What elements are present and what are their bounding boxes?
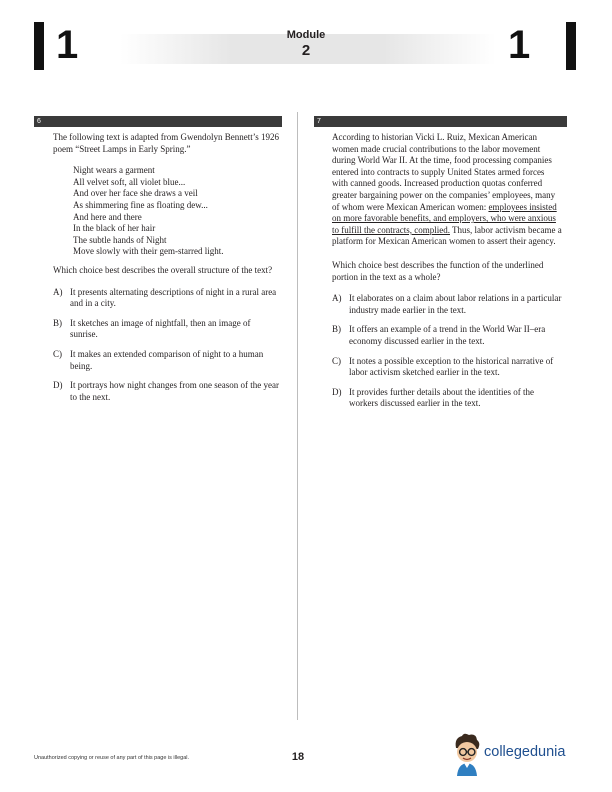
page-number: 18 [291, 751, 305, 763]
passage-underlined-text: employees insisted on more favorable benefits, and employers, who were anxious to fulfill the contracts, complied. [332, 201, 557, 235]
copyright-notice: Unauthorized copying or reuse of any part of this page is illegal. [34, 755, 190, 761]
option-text: It elaborates on a claim about labor relations in a particular industry made earlier in the text. [349, 293, 562, 315]
passage-text: Thus, labor activism became a platform for Mexican American women to assert their agency. [332, 224, 562, 247]
question-7-stem: Which choice best describes the function of the underlined portion in the text as a whole? [332, 259, 544, 282]
question-6-options [53, 287, 279, 404]
option-letter: C) [332, 355, 341, 366]
question-6-number-bar [34, 116, 282, 127]
question-7-passage [332, 132, 562, 248]
option-letter: D) [53, 380, 63, 391]
student-mascot-icon [450, 732, 484, 776]
option-letter: A) [332, 293, 342, 304]
module-label: Module [286, 29, 326, 41]
section-marker-bar-left [34, 22, 44, 70]
module-number: 2 [301, 42, 311, 59]
option-d[interactable] [332, 387, 562, 410]
section-marker-bar-right [566, 22, 576, 70]
collegedunia-logo[interactable] [450, 732, 590, 778]
option-c[interactable] [332, 356, 562, 379]
option-text: It offers an example of a trend in the World War II–era economy discussed earlier in the text. [349, 324, 546, 346]
option-a[interactable] [332, 293, 562, 316]
option-text: It portrays how night changes from one season of the year to the next. [70, 380, 279, 402]
option-text: It provides further details about the identities of the workers discussed earlier in the text. [349, 386, 534, 409]
option-text: It notes a possible exception to the historical narrative of labor activism sketched earlier in the text. [349, 355, 554, 378]
question-6 [53, 132, 279, 411]
option-text: It presents alternating descriptions of night in a rural area and in a city. [70, 286, 277, 309]
poem-line: And here and there [73, 211, 142, 222]
question-7-number: 7 [317, 118, 321, 125]
option-b[interactable] [53, 318, 279, 341]
question-7-number-bar [314, 116, 567, 127]
passage-text: According to historian Vicki L. Ruiz, Mexican American women made crucial contributions to the labor movement during World War II. At the time, food processing companies entered into contracts to supply United States armed forces with canned goods. Increased production quotas conferred greater bargaining power on the companies’ employees, many of whom were Mexican American women: [332, 132, 556, 212]
question-7 [332, 132, 562, 418]
column-divider [297, 112, 298, 720]
question-6-number: 6 [37, 118, 41, 125]
section-number-right: 1 [508, 23, 531, 67]
option-letter: B) [53, 317, 62, 328]
poem-line: As shimmering fine as floating dew... [73, 199, 208, 210]
option-b[interactable] [332, 324, 562, 347]
poem-line: In the black of her hair [73, 223, 156, 234]
poem [73, 165, 279, 258]
poem-line: And over her face she draws a veil [73, 188, 198, 199]
option-letter: C) [53, 348, 62, 359]
poem-line: Night wears a garment [73, 165, 155, 176]
option-text: It makes an extended comparison of night to a human being. [70, 348, 264, 371]
poem-line: Move slowly with their gem-starred light. [73, 246, 224, 257]
question-6-intro: The following text is adapted from Gwendolyn Bennett’s 1926 poem “Street Lamps in Early Spring.” [53, 132, 279, 154]
option-d[interactable] [53, 380, 279, 403]
poem-line: The subtle hands of Night [73, 234, 167, 245]
question-6-stem: Which choice best describes the overall structure of the text? [53, 264, 273, 275]
option-letter: A) [53, 286, 63, 297]
option-c[interactable] [53, 349, 279, 372]
logo-text: collegedunia [484, 744, 566, 760]
option-letter: B) [332, 324, 341, 335]
option-letter: D) [332, 386, 342, 397]
option-a[interactable] [53, 287, 279, 310]
poem-line: All velvet soft, all violet blue... [73, 176, 186, 187]
option-text: It sketches an image of nightfall, then an image of sunrise. [70, 317, 251, 340]
section-number-left: 1 [56, 23, 79, 67]
question-7-options [332, 293, 562, 410]
